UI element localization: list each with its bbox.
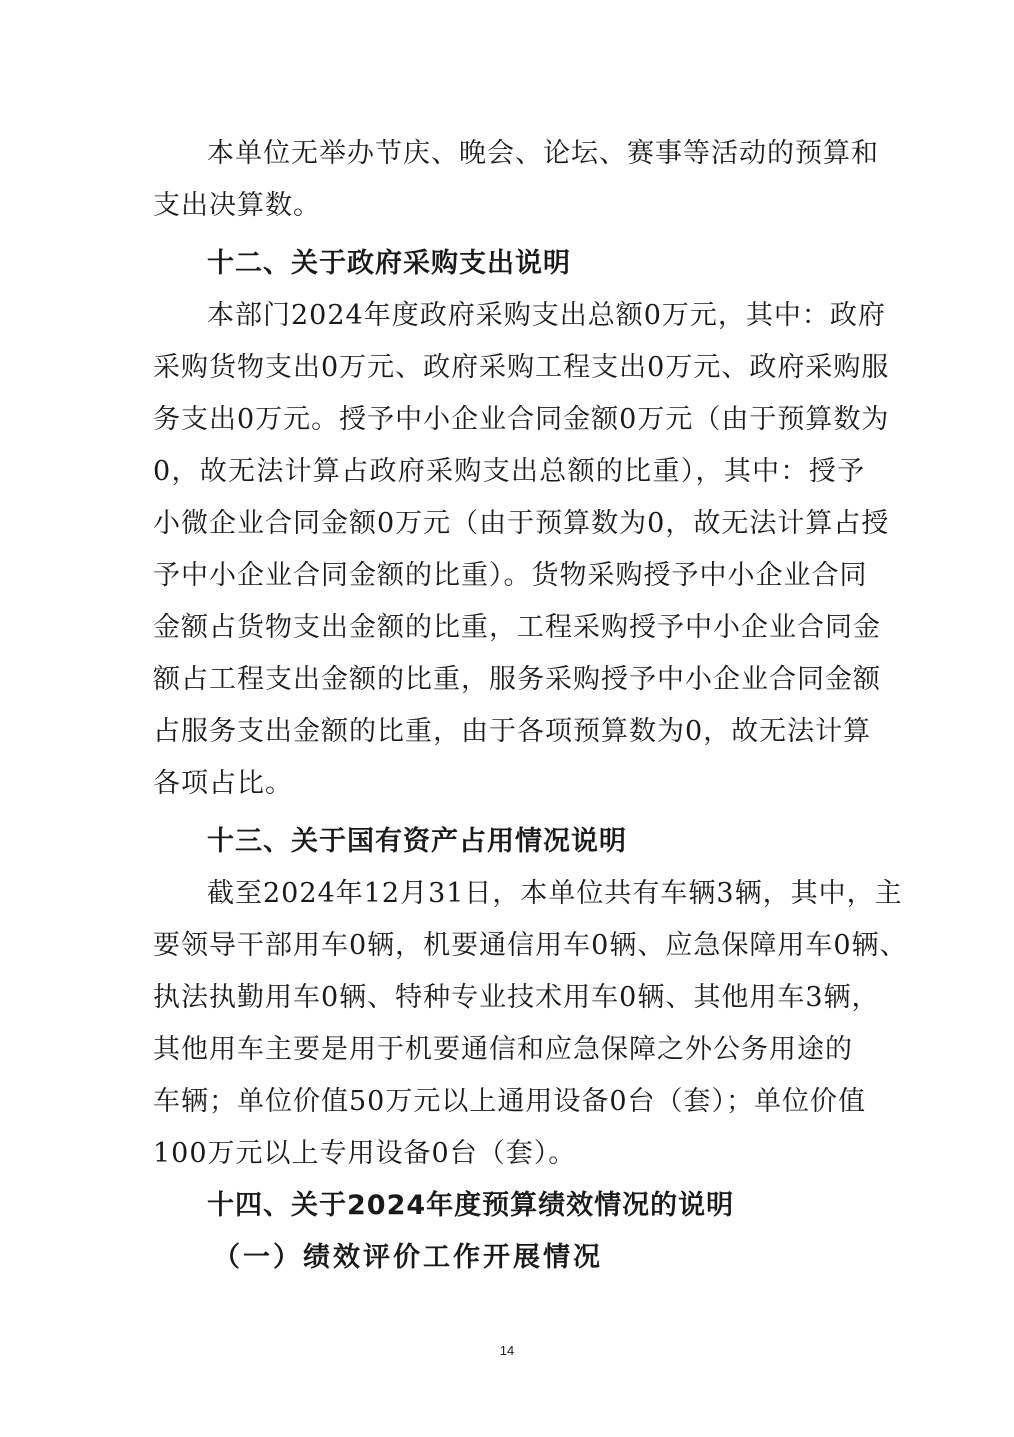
paragraph-line: 占服务支出金额的比重，由于各项预算数为0，故无法计算 (153, 716, 872, 747)
page-body (153, 128, 908, 1284)
paragraph-line: 支出决算数。 (153, 190, 321, 221)
page-number: 14 (499, 1343, 515, 1358)
paragraph-line: 本部门2024年度政府采购支出总额0万元，其中：政府 (207, 300, 886, 331)
paragraph-line: 予中小企业合同金额的比重）。货物采购授予中小企业合同 (153, 560, 868, 591)
paragraph-line: 0，故无法计算占政府采购支出总额的比重），其中：授予 (153, 456, 865, 487)
paragraph-line: 本单位无举办节庆、晚会、论坛、赛事等活动的预算和 (207, 138, 879, 169)
paragraph-line: 执法执勤用车0辆、特种专业技术用车0辆、其他用车3辆， (153, 982, 880, 1013)
paragraph-line: 采购货物支出0万元、政府采购工程支出0万元、政府采购服 (153, 352, 890, 383)
section-13-heading: 十三、关于国有资产占用情况说明 (207, 826, 627, 857)
paragraph-line: 额占工程支出金额的比重，服务采购授予中小企业合同金额 (153, 664, 881, 695)
paragraph-line: 100万元以上专用设备0台（套）。 (153, 1138, 577, 1169)
section-12-heading: 十二、关于政府采购支出说明 (207, 248, 571, 279)
paragraph-line: 其他用车主要是用于机要通信和应急保障之外公务用途的 (153, 1034, 853, 1065)
paragraph-line: 金额占货物支出金额的比重，工程采购授予中小企业合同金 (153, 612, 881, 643)
paragraph-line: 各项占比。 (153, 768, 293, 799)
paragraph-line: 车辆；单位价值50万元以上通用设备0台（套）；单位价值 (153, 1086, 867, 1117)
paragraph-line: 小微企业合同金额0万元（由于预算数为0，故无法计算占授 (153, 508, 890, 539)
section-14-heading: 十四、关于2024年度预算绩效情况的说明 (207, 1190, 735, 1221)
paragraph-line: 务支出0万元。授予中小企业合同金额0万元（由于预算数为 (153, 404, 890, 435)
paragraph-line: 要领导干部用车0辆，机要通信用车0辆、应急保障用车0辆、 (153, 930, 908, 961)
paragraph-line: 截至2024年12月31日，本单位共有车辆3辆，其中，主 (207, 878, 903, 909)
section-14-subheading: （一）绩效评价工作开展情况 (213, 1242, 603, 1273)
